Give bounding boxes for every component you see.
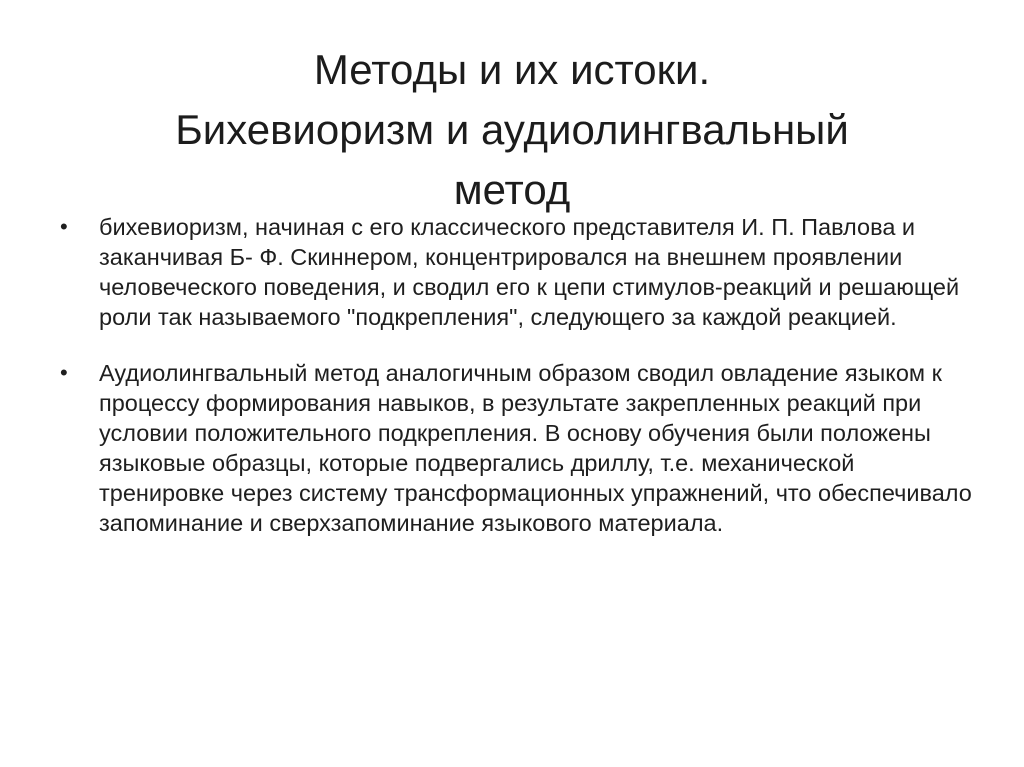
bullet-text: Аудиолингвальный метод аналогичным образом сводил овладение языком к процессу формирования навыков, в результате закрепленных реакций при условии положительного подкрепления. В основу обучения были положены языковые образцы, которые подвергались дриллу, т.е. механической тренировке через систему трансформационных упражнений, что обеспечивало запоминание и сверхзапоминание языкового материала. [99, 360, 972, 536]
title-line: Методы и их истоки. [313, 46, 711, 94]
bullet-list [58, 212, 978, 538]
bullet-text: бихевиоризм, начиная с его классического представителя И. П. Павлова и заканчивая Б- Ф. Скиннером, концентрировался на внешнем проявлении человеческого поведения, и сводил его к цепи стимулов-реакций и решающей роли так называемого "подкрепления", следующего за каждой реакцией. [99, 214, 960, 330]
title-line: Бихевиоризм и аудиолингвальный [175, 106, 849, 154]
title-line: метод [453, 166, 571, 214]
slide-title [60, 40, 964, 220]
bullet-item [58, 358, 978, 538]
bullet-dot-icon: • [60, 360, 68, 385]
bullet-dot-icon: • [60, 214, 68, 239]
bullet-item [58, 212, 978, 332]
